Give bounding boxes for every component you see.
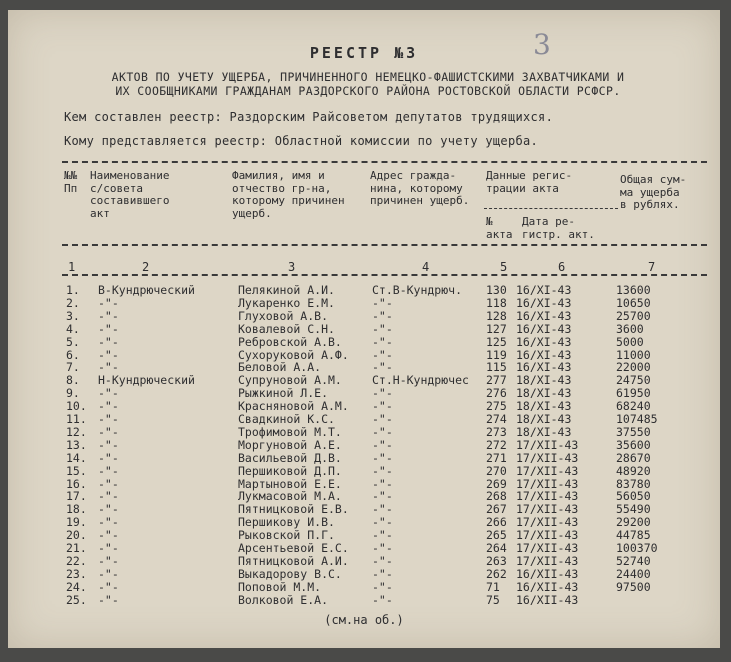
row-sum: 55490 (616, 502, 651, 517)
row-sovet: -"- (98, 515, 119, 530)
row-name: Пятницковой Е.В. (238, 502, 349, 517)
row-sum: 28670 (616, 450, 651, 465)
row-sum: 100370 (616, 541, 658, 555)
row-act-number: 264 (486, 541, 507, 555)
row-sum: 10650 (616, 295, 651, 310)
row-date: 17/XII-43 (516, 463, 579, 478)
row-sovet: -"- (98, 321, 119, 336)
row-sovet: -"- (98, 566, 119, 581)
row-name: Выкадорову В.С. (238, 566, 342, 581)
row-name: Волковой Е.А. (238, 592, 329, 607)
row-number: 14. (66, 450, 87, 465)
row-number: 2. (66, 295, 80, 310)
row-act-number: 266 (486, 515, 507, 530)
row-name: Пелякиной А.И. (238, 283, 335, 297)
row-sovet: -"- (98, 437, 119, 452)
row-act-number: 272 (486, 437, 507, 452)
row-sum: 35600 (616, 437, 651, 452)
row-address: -"- (372, 321, 393, 336)
row-number: 23. (66, 566, 87, 581)
row-act-number: 71 (486, 579, 500, 594)
row-name: Супруновой А.М. (238, 373, 342, 388)
row-sovet: -"- (98, 450, 119, 465)
row-date: 16/XI-43 (516, 308, 572, 323)
header-sub-rule (484, 208, 618, 209)
row-name: Лукаренко Е.М. (238, 295, 335, 310)
row-date: 18/XI-43 (516, 399, 572, 414)
submitted-to: Кому представляется реестр: Областной комиссии по учету ущерба. (64, 134, 539, 148)
row-number: 11. (66, 412, 87, 426)
row-address: -"- (372, 334, 393, 349)
row-address: -"- (372, 502, 393, 517)
row-name: Сухоруковой А.Ф. (238, 347, 349, 362)
row-number: 5. (66, 334, 80, 349)
row-sum: 25700 (616, 308, 651, 323)
row-sovet: В-Кундрюческий (98, 283, 195, 297)
row-number: 21. (66, 541, 87, 555)
row-date: 18/XI-43 (516, 424, 572, 439)
row-name: Лукмасовой М.А. (238, 489, 342, 504)
row-address: -"- (372, 463, 393, 478)
row-sovet: -"- (98, 463, 119, 478)
row-number: 1. (66, 283, 80, 297)
row-number: 8. (66, 373, 80, 388)
row-sovet: -"- (98, 528, 119, 543)
header-col-number: №№ Пп (64, 169, 78, 195)
row-sovet: -"- (98, 386, 119, 401)
row-name: Свадкиной К.С. (238, 412, 335, 426)
document-title: РЕЕСТР №3 (309, 44, 419, 62)
row-address: -"- (372, 476, 393, 491)
row-sovet: -"- (98, 502, 119, 517)
row-address: -"- (372, 360, 393, 375)
row-date: 16/XI-43 (516, 321, 572, 336)
row-date: 16/XI-43 (516, 295, 572, 310)
header-col-registration: Данные регис- трации акта (486, 169, 573, 195)
row-number: 20. (66, 528, 87, 543)
row-act-number: 75 (486, 592, 500, 607)
row-number: 16. (66, 476, 87, 491)
row-date: 17/XII-43 (516, 553, 579, 568)
column-number-3: 3 (288, 260, 296, 274)
row-number: 7. (66, 360, 80, 375)
row-sovet: -"- (98, 295, 119, 310)
row-name: Васильевой Д.В. (238, 450, 342, 465)
row-number: 17. (66, 489, 87, 504)
row-sovet: -"- (98, 412, 119, 426)
row-name: Моргуновой А.Е. (238, 437, 342, 452)
row-number: 3. (66, 308, 80, 323)
table-top-rule (62, 161, 707, 163)
row-act-number: 115 (486, 360, 507, 375)
row-act-number: 119 (486, 347, 507, 362)
row-sum: 83780 (616, 476, 651, 491)
row-date: 18/XI-43 (516, 386, 572, 401)
row-act-number: 125 (486, 334, 507, 349)
column-number-7: 7 (648, 260, 656, 274)
row-sum: 68240 (616, 399, 651, 414)
row-date: 17/XII-43 (516, 476, 579, 491)
column-numbers-rule (62, 274, 707, 276)
row-name: Глуховой А.В. (238, 308, 329, 323)
row-number: 12. (66, 424, 87, 439)
column-number-2: 2 (142, 260, 150, 274)
row-date: 16/XII-43 (516, 579, 579, 594)
row-address: -"- (372, 553, 393, 568)
row-address: -"- (372, 437, 393, 452)
row-sovet: -"- (98, 476, 119, 491)
row-address: -"- (372, 566, 393, 581)
row-date: 17/XII-43 (516, 502, 579, 517)
row-name: Мартыновой Е.Е. (238, 476, 342, 491)
row-number: 15. (66, 463, 87, 478)
row-date: 16/XI-43 (516, 347, 572, 362)
row-date: 17/XII-43 (516, 541, 579, 555)
row-sovet: -"- (98, 360, 119, 375)
row-sovet: -"- (98, 308, 119, 323)
row-name: Поповой М.М. (238, 579, 322, 594)
row-name: Першикову И.В. (238, 515, 335, 530)
column-number-5: 5 (500, 260, 508, 274)
row-sum: 13600 (616, 283, 651, 297)
row-name: Рыжкиной Л.Е. (238, 386, 329, 401)
row-name: Ребровской А.В. (238, 334, 342, 349)
header-bottom-rule (62, 244, 707, 246)
row-sum: 37550 (616, 424, 651, 439)
row-sum: 61950 (616, 386, 651, 401)
compiled-by: Кем составлен реестр: Раздорским Райсоветом депутатов трудящихся. (64, 110, 554, 124)
row-address: -"- (372, 412, 393, 426)
row-sovet: -"- (98, 579, 119, 594)
row-date: 16/XI-43 (516, 360, 572, 375)
row-number: 18. (66, 502, 87, 517)
row-name: Рыковской П.Г. (238, 528, 335, 543)
row-date: 17/XII-43 (516, 515, 579, 530)
header-col-date: Дата ре- гистр. акт. (522, 215, 595, 241)
row-name: Першиковой Д.П. (238, 463, 342, 478)
row-act-number: 268 (486, 489, 507, 504)
row-sovet: -"- (98, 399, 119, 414)
row-act-number: 127 (486, 321, 507, 336)
row-number: 9. (66, 386, 80, 401)
row-date: 17/XII-43 (516, 437, 579, 452)
row-sum: 24400 (616, 566, 651, 581)
row-number: 22. (66, 553, 87, 568)
row-number: 6. (66, 347, 80, 362)
footer-note: (см.на об.) (324, 613, 404, 627)
header-col-sovet: Наименование с/совета составившего акт (90, 169, 170, 220)
row-sum: 97500 (616, 579, 651, 594)
row-sum: 48920 (616, 463, 651, 478)
row-act-number: 276 (486, 386, 507, 401)
row-address: -"- (372, 295, 393, 310)
row-name: Ковалевой С.Н. (238, 321, 335, 336)
row-name: Беловой А.А. (238, 360, 322, 375)
row-name: Арсентьевой Е.С. (238, 541, 349, 555)
row-sum: 107485 (616, 412, 658, 426)
row-date: 16/XII-43 (516, 566, 579, 581)
row-sum: 56050 (616, 489, 651, 504)
row-act-number: 263 (486, 553, 507, 568)
row-address: -"- (372, 528, 393, 543)
column-number-4: 4 (422, 260, 430, 274)
row-name: Пятницковой А.И. (238, 553, 349, 568)
row-act-number: 271 (486, 450, 507, 465)
row-act-number: 262 (486, 566, 507, 581)
row-act-number: 265 (486, 528, 507, 543)
row-name: Красняновой А.М. (238, 399, 349, 414)
row-act-number: 267 (486, 502, 507, 517)
row-date: 17/XII-43 (516, 528, 579, 543)
row-act-number: 130 (486, 283, 507, 297)
row-number: 10. (66, 399, 87, 414)
row-act-number: 270 (486, 463, 507, 478)
row-act-number: 274 (486, 412, 507, 426)
row-address: -"- (372, 579, 393, 594)
header-col-address: Адрес гражда- нина, которому причинен ущерб. (370, 169, 470, 207)
header-col-act-number: № акта (486, 215, 513, 241)
row-address: -"- (372, 399, 393, 414)
row-address: -"- (372, 515, 393, 530)
row-act-number: 128 (486, 308, 507, 323)
header-col-sum: Общая сум- ма ущерба в рублях. (620, 173, 687, 211)
row-date: 16/XI-43 (516, 334, 572, 349)
row-date: 18/XI-43 (516, 373, 572, 388)
row-address: -"- (372, 541, 393, 555)
row-act-number: 269 (486, 476, 507, 491)
row-address: -"- (372, 386, 393, 401)
row-sum: 11000 (616, 347, 651, 362)
document-sheet (8, 10, 720, 648)
row-address: Ст.Н-Кундрючес (372, 373, 469, 388)
row-sum: 22000 (616, 360, 651, 375)
column-number-6: 6 (558, 260, 566, 274)
row-address: -"- (372, 424, 393, 439)
subtitle-line-1: АКТОВ ПО УЧЕТУ УЩЕРБА, ПРИЧИНЕННОГО НЕМЕЦКО-ФАШИСТСКИМИ ЗАХВАТЧИКАМИ И (111, 70, 625, 84)
row-number: 24. (66, 579, 87, 594)
row-date: 16/XII-43 (516, 592, 579, 607)
row-sovet: -"- (98, 334, 119, 349)
row-act-number: 273 (486, 424, 507, 439)
row-date: 18/XI-43 (516, 412, 572, 426)
row-number: 4. (66, 321, 80, 336)
header-col-name: Фамилия, имя и отчество гр-на, которому причинен ущерб. (232, 169, 345, 220)
row-number: 19. (66, 515, 87, 530)
row-address: -"- (372, 489, 393, 504)
row-sum: 29200 (616, 515, 651, 530)
row-sovet: Н-Кундрюческий (98, 373, 195, 388)
handwritten-page-number: 3 (533, 28, 551, 61)
row-address: Ст.В-Кундрюч. (372, 283, 463, 297)
row-sovet: -"- (98, 489, 119, 504)
row-act-number: 277 (486, 373, 507, 388)
row-sum: 52740 (616, 553, 651, 568)
column-number-1: 1 (68, 260, 76, 274)
row-sum: 3600 (616, 321, 644, 336)
row-act-number: 118 (486, 295, 507, 310)
row-sum: 44785 (616, 528, 651, 543)
row-sovet: -"- (98, 553, 119, 568)
row-sovet: -"- (98, 592, 119, 607)
row-number: 13. (66, 437, 87, 452)
row-sovet: -"- (98, 424, 119, 439)
row-act-number: 275 (486, 399, 507, 414)
row-address: -"- (372, 450, 393, 465)
row-sovet: -"- (98, 347, 119, 362)
row-sum: 5000 (616, 334, 644, 349)
row-address: -"- (372, 592, 393, 607)
row-date: 17/XII-43 (516, 489, 579, 504)
subtitle-line-2: ИХ СООБЩНИКАМИ ГРАЖДАНАМ РАЗДОРСКОГО РАЙОНА РОСТОВСКОЙ ОБЛАСТИ РСФСР. (115, 84, 621, 98)
row-address: -"- (372, 347, 393, 362)
row-sum: 24750 (616, 373, 651, 388)
row-number: 25. (66, 592, 87, 607)
row-date: 16/XI-43 (516, 283, 572, 297)
row-date: 17/XII-43 (516, 450, 579, 465)
row-name: Трофимовой М.Т. (238, 424, 342, 439)
row-address: -"- (372, 308, 393, 323)
row-sovet: -"- (98, 541, 119, 555)
